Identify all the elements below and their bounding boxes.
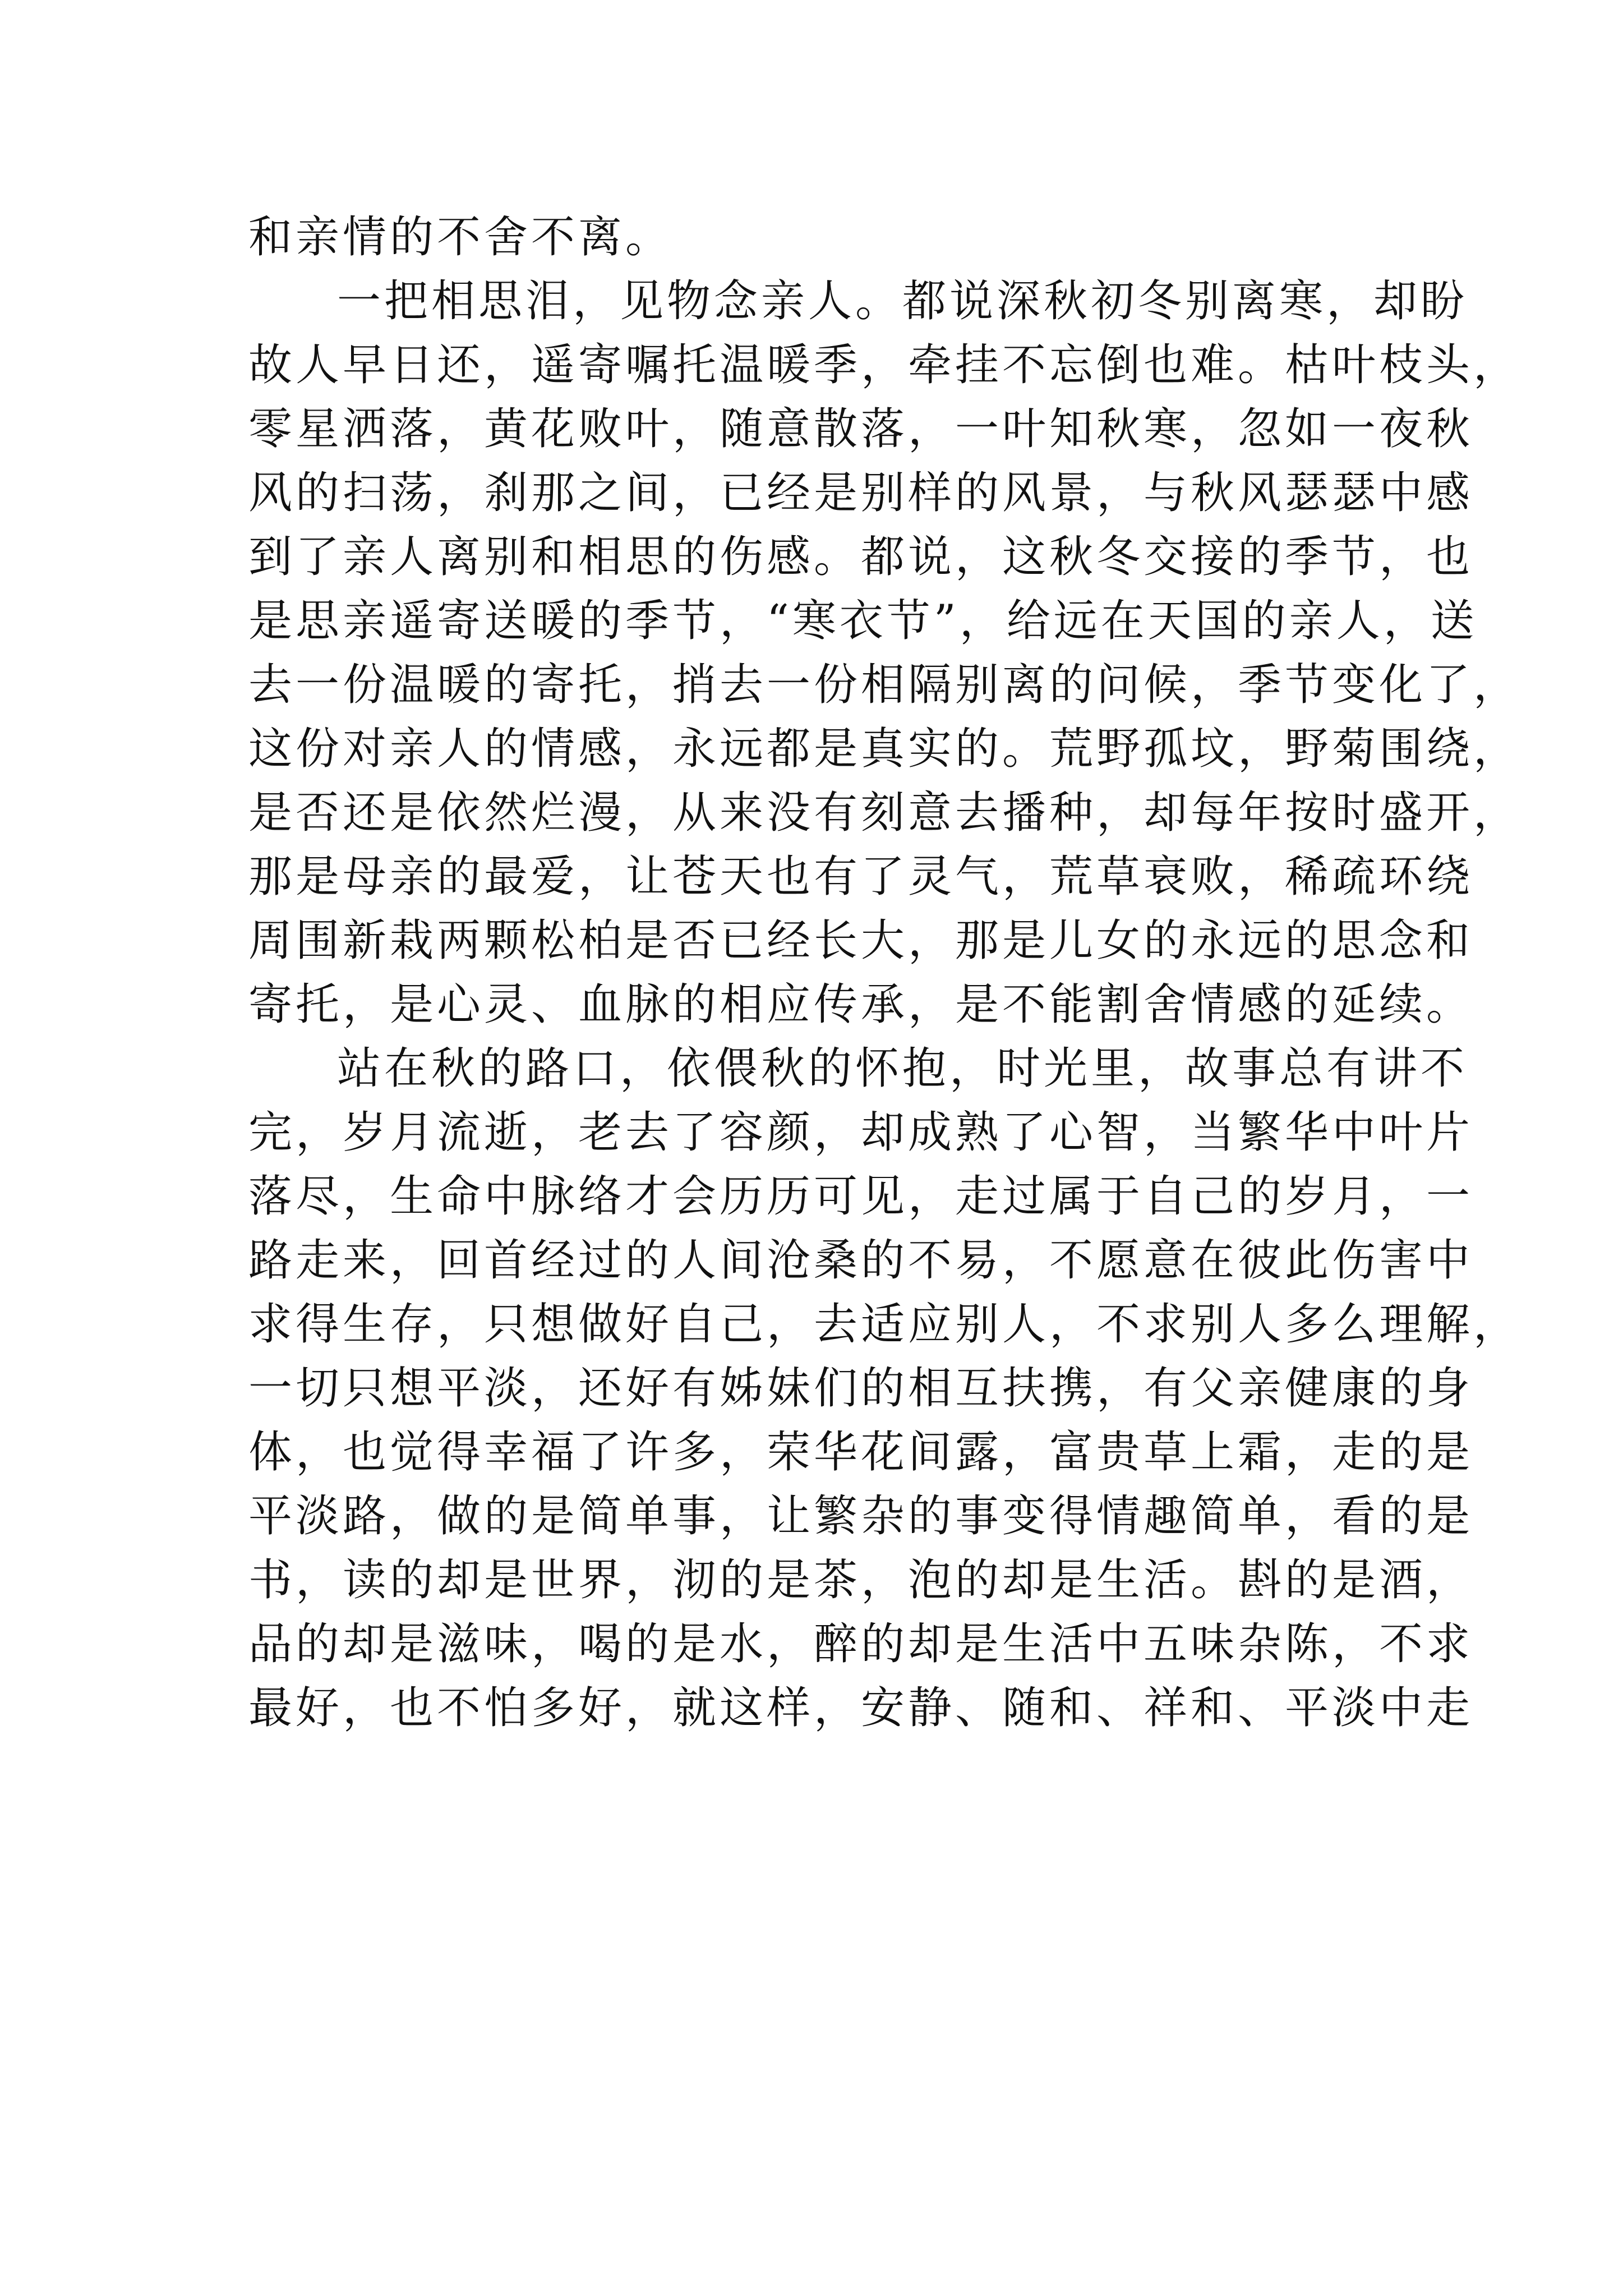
text-line: 体，也觉得幸福了许多，荣华花间露，富贵草上霜，走的是 — [248, 1427, 1474, 1478]
text-line: 故人早日还，遥寄嘱托温暖季，牵挂不忘倒也难。枯叶枝头， — [248, 340, 1521, 390]
text-line: 这份对亲人的情感，永远都是真实的。荒野孤坟，野菊围绕， — [248, 724, 1521, 774]
text-line: 求得生存，只想做好自己，去适应别人，不求别人多么理解， — [248, 1299, 1521, 1350]
text-line: 平淡路，做的是简单事，让繁杂的事变得情趣简单，看的是 — [248, 1491, 1474, 1542]
text-line: 那是母亲的最爱，让苍天也有了灵气，荒草衰败，稀疏环绕 — [248, 852, 1474, 902]
text-line: 落尽，生命中脉络才会历历可见，走过属于自己的岁月，一 — [248, 1171, 1474, 1222]
paragraph-first-line: 站在秋的路口，依偎秋的怀抱，时光里，故事总有讲不 — [337, 1043, 1468, 1094]
text-line: 品的却是滋味，喝的是水，醉的却是生活中五味杂陈，不求 — [248, 1619, 1474, 1669]
text-line: 风的扫荡，刹那之间，已经是别样的风景，与秋风瑟瑟中感 — [248, 468, 1474, 518]
text-line: 是否还是依然烂漫，从来没有刻意去播种，却每年按时盛开， — [248, 788, 1521, 838]
body-text — [248, 205, 1521, 1740]
text-line: 和亲情的不舍不离。 — [248, 212, 673, 263]
text-line: 路走来，回首经过的人间沧桑的不易，不愿意在彼此伤害中 — [248, 1235, 1474, 1286]
text-line: 最好，也不怕多好，就这样，安静、随和、祥和、平淡中走 — [248, 1683, 1474, 1733]
paragraph-first-line: 一把相思泪，见物念亲人。都说深秋初冬别离寒，却盼 — [337, 276, 1468, 326]
text-line: 一切只想平淡，还好有姊妹们的相互扶携，有父亲健康的身 — [248, 1363, 1474, 1414]
text-line: 是思亲遥寄送暖的季节，“寒衣节”，给远在天国的亲人，送 — [248, 596, 1478, 646]
text-line: 到了亲人离别和相思的伤感。都说，这秋冬交接的季节，也 — [248, 532, 1474, 582]
text-line: 寄托，是心灵、血脉的相应传承，是不能割舍情感的延续。 — [248, 979, 1474, 1030]
text-line: 零星洒落，黄花败叶，随意散落，一叶知秋寒，忽如一夜秋 — [248, 404, 1474, 454]
text-line: 去一份温暖的寄托，捎去一份相隔别离的问候，季节变化了， — [248, 660, 1521, 710]
text-line: 完，岁月流逝，老去了容颜，却成熟了心智，当繁华中叶片 — [248, 1107, 1474, 1158]
text-line: 书，读的却是世界，沏的是茶，泡的却是生活。斟的是酒， — [248, 1555, 1474, 1605]
text-line: 周围新栽两颗松柏是否已经长大，那是儿女的永远的思念和 — [248, 915, 1474, 966]
